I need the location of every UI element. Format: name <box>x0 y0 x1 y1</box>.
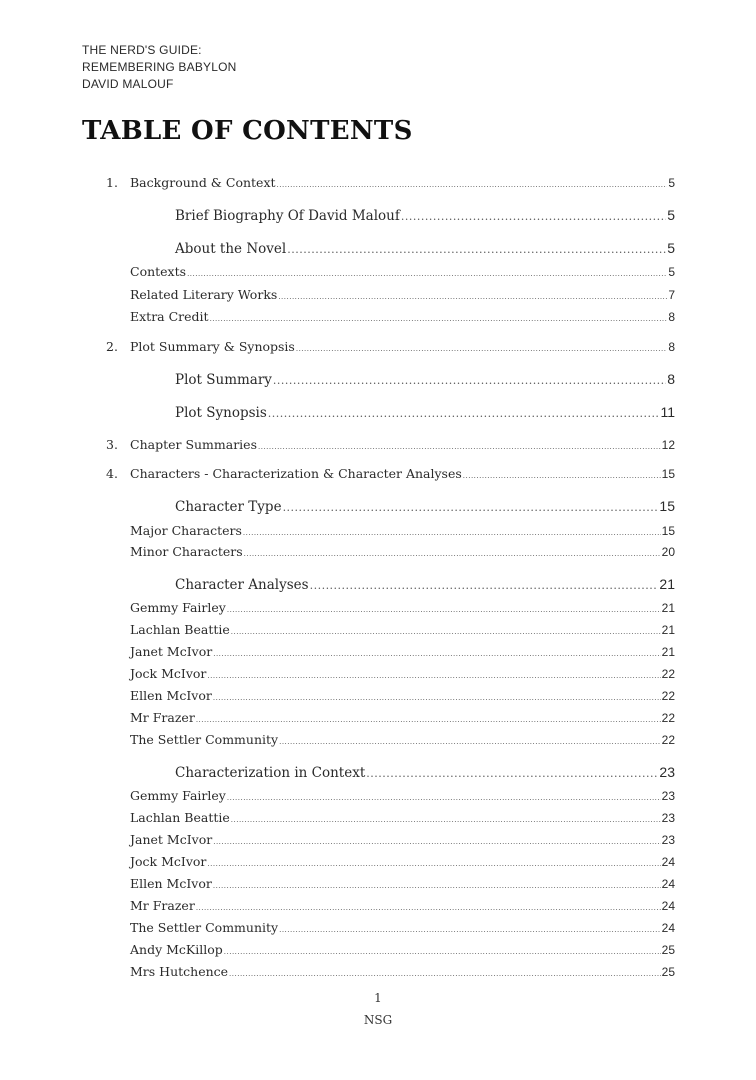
toc-dot-leader <box>279 926 661 934</box>
toc-dot-leader <box>213 882 661 890</box>
toc-entry[interactable] <box>130 622 675 637</box>
toc-entry[interactable] <box>175 576 675 593</box>
toc-entry-label: Janet McIvor <box>130 644 213 659</box>
toc-entry-label: Mr Frazer <box>130 710 195 725</box>
toc-entry-number: 3. <box>106 437 118 452</box>
toc-entry-page: 21 <box>659 576 675 592</box>
toc-entry-page: 20 <box>661 545 675 559</box>
toc-entry-label: Gemmy Fairley <box>130 600 226 615</box>
toc-entry-label: Jock McIvor <box>130 666 207 681</box>
toc-entry-label: Andy McKillop <box>130 942 223 957</box>
toc-dot-leader <box>366 767 658 780</box>
toc-entry[interactable] <box>130 832 675 847</box>
toc-entry-number: 4. <box>106 466 118 481</box>
toc-entry-label: Gemmy Fairley <box>130 788 226 803</box>
toc-entry-page: 24 <box>661 855 675 869</box>
toc-entry-label: Character Type <box>175 499 282 515</box>
toc-entry-page: 23 <box>661 811 675 825</box>
toc-entry-label: The Settler Community <box>130 732 279 747</box>
toc-entry[interactable] <box>106 466 675 481</box>
toc-entry[interactable] <box>130 688 675 703</box>
toc-entry-label: Minor Characters <box>130 544 243 559</box>
footer-page-number: 1 <box>374 991 382 1005</box>
header-series-title: THE NERD'S GUIDE: <box>82 43 202 57</box>
toc-entry-page: 11 <box>660 404 675 420</box>
toc-entry-label: Brief Biography Of David Malouf <box>175 208 400 224</box>
document-header <box>82 42 237 93</box>
toc-entry-label: Extra Credit <box>130 309 209 324</box>
toc-dot-leader <box>207 860 660 868</box>
toc-entry-page: 15 <box>659 498 675 514</box>
page-title: TABLE OF CONTENTS <box>82 116 413 146</box>
toc-entry-label: Ellen McIvor <box>130 876 212 891</box>
toc-entry-page: 22 <box>661 733 675 747</box>
toc-dot-leader <box>213 838 660 846</box>
toc-entry-page: 12 <box>661 438 675 452</box>
toc-dot-leader <box>196 904 661 912</box>
toc-entry[interactable] <box>130 523 675 538</box>
toc-entry[interactable] <box>130 644 675 659</box>
toc-entry[interactable] <box>175 498 675 515</box>
toc-entry-page: 21 <box>661 601 675 615</box>
toc-entry[interactable] <box>130 920 675 935</box>
toc-entry[interactable] <box>106 437 675 452</box>
toc-dot-leader <box>224 948 661 956</box>
toc-dot-leader <box>401 210 666 223</box>
toc-entry[interactable] <box>130 898 675 913</box>
toc-entry[interactable] <box>175 207 675 224</box>
toc-entry-label: Jock McIvor <box>130 854 207 869</box>
toc-entry[interactable] <box>130 264 675 279</box>
toc-entry[interactable] <box>175 240 675 257</box>
header-author: DAVID MALOUF <box>82 77 174 91</box>
toc-entry-page: 8 <box>668 310 675 324</box>
toc-dot-leader <box>287 243 666 256</box>
toc-entry-label: Plot Synopsis <box>175 405 267 421</box>
toc-entry-page: 5 <box>668 265 675 279</box>
toc-entry-label: Character Analyses <box>175 577 309 593</box>
toc-entry[interactable] <box>130 732 675 747</box>
toc-dot-leader <box>273 374 666 387</box>
toc-entry[interactable] <box>106 339 675 354</box>
toc-entry[interactable] <box>130 810 675 825</box>
toc-entry-page: 24 <box>661 877 675 891</box>
toc-entry-label: Contexts <box>130 264 187 279</box>
toc-entry-page: 21 <box>661 645 675 659</box>
toc-entry[interactable] <box>106 175 675 190</box>
toc-dot-leader <box>213 650 660 658</box>
toc-dot-leader <box>268 407 660 420</box>
toc-dot-leader <box>229 970 661 978</box>
toc-entry-page: 5 <box>668 176 675 190</box>
toc-entry-label: Lachlan Beattie <box>130 622 230 637</box>
toc-entry[interactable] <box>130 788 675 803</box>
toc-entry-label: Ellen McIvor <box>130 688 212 703</box>
toc-entry-page: 8 <box>668 340 675 354</box>
toc-entry-number: 1. <box>106 175 118 190</box>
toc-entry-label: About the Novel <box>175 241 287 257</box>
toc-entry-page: 22 <box>661 667 675 681</box>
toc-dot-leader <box>231 628 661 636</box>
toc-entry[interactable] <box>175 404 675 421</box>
toc-entry-page: 22 <box>661 689 675 703</box>
toc-entry-label: Background & Context <box>130 175 276 190</box>
toc-entry[interactable] <box>175 764 675 781</box>
toc-entry[interactable] <box>130 600 675 615</box>
toc-entry-page: 22 <box>661 711 675 725</box>
toc-entry-page: 5 <box>667 207 675 223</box>
toc-entry[interactable] <box>130 710 675 725</box>
toc-entry-page: 23 <box>661 833 675 847</box>
toc-entry-page: 23 <box>661 789 675 803</box>
toc-dot-leader <box>213 694 661 702</box>
toc-entry-number: 2. <box>106 339 118 354</box>
toc-dot-leader <box>463 472 661 480</box>
toc-entry[interactable] <box>130 287 675 302</box>
toc-dot-leader <box>279 738 661 746</box>
footer-publisher: NSG <box>363 1013 393 1027</box>
toc-dot-leader <box>187 270 667 278</box>
toc-entry-label: Characters - Characterization & Character Analyses <box>130 466 462 481</box>
toc-dot-leader <box>310 579 659 592</box>
toc-entry-label: Mrs Hutchence <box>130 964 229 979</box>
toc-dot-leader <box>196 716 661 724</box>
toc-dot-leader <box>227 606 661 614</box>
toc-entry-page: 25 <box>661 943 675 957</box>
toc-entry-label: Chapter Summaries <box>130 437 257 452</box>
toc-dot-leader <box>227 794 661 802</box>
toc-entry-label: Lachlan Beattie <box>130 810 230 825</box>
toc-entry-page: 7 <box>668 288 675 302</box>
toc-entry-page: 24 <box>661 899 675 913</box>
toc-entry-label: Characterization in Context <box>175 765 366 781</box>
toc-entry-page: 15 <box>661 524 675 538</box>
toc-dot-leader <box>210 315 668 323</box>
toc-entry-label: Related Literary Works <box>130 287 278 302</box>
toc-dot-leader <box>283 501 659 514</box>
toc-dot-leader <box>243 529 661 537</box>
toc-dot-leader <box>278 293 667 301</box>
toc-entry-label: The Settler Community <box>130 920 279 935</box>
toc-entry-page: 15 <box>661 467 675 481</box>
toc-entry-page: 5 <box>667 240 675 256</box>
toc-entry-page: 25 <box>661 965 675 979</box>
toc-entry[interactable] <box>130 854 675 869</box>
toc-entry[interactable] <box>130 666 675 681</box>
toc-entry-label: Plot Summary & Synopsis <box>130 339 295 354</box>
toc-entry[interactable] <box>130 544 675 559</box>
toc-entry-label: Mr Frazer <box>130 898 195 913</box>
toc-dot-leader <box>277 181 668 189</box>
toc-dot-leader <box>244 550 661 558</box>
toc-entry-page: 23 <box>659 764 675 780</box>
toc-entry-page: 8 <box>667 371 675 387</box>
toc-dot-leader <box>207 672 660 680</box>
toc-entry[interactable] <box>130 876 675 891</box>
toc-entry-label: Janet McIvor <box>130 832 213 847</box>
toc-entry-page: 24 <box>661 921 675 935</box>
toc-entry-label: Plot Summary <box>175 372 272 388</box>
header-book-title: REMEMBERING BABYLON <box>82 60 237 74</box>
toc-dot-leader <box>231 816 661 824</box>
toc-entry[interactable] <box>175 371 675 388</box>
toc-entry[interactable] <box>130 964 675 979</box>
toc-entry[interactable] <box>130 309 675 324</box>
toc-entry-label: Major Characters <box>130 523 242 538</box>
toc-dot-leader <box>296 345 667 353</box>
toc-entry[interactable] <box>130 942 675 957</box>
toc-entry-page: 21 <box>661 623 675 637</box>
toc-dot-leader <box>258 443 661 451</box>
